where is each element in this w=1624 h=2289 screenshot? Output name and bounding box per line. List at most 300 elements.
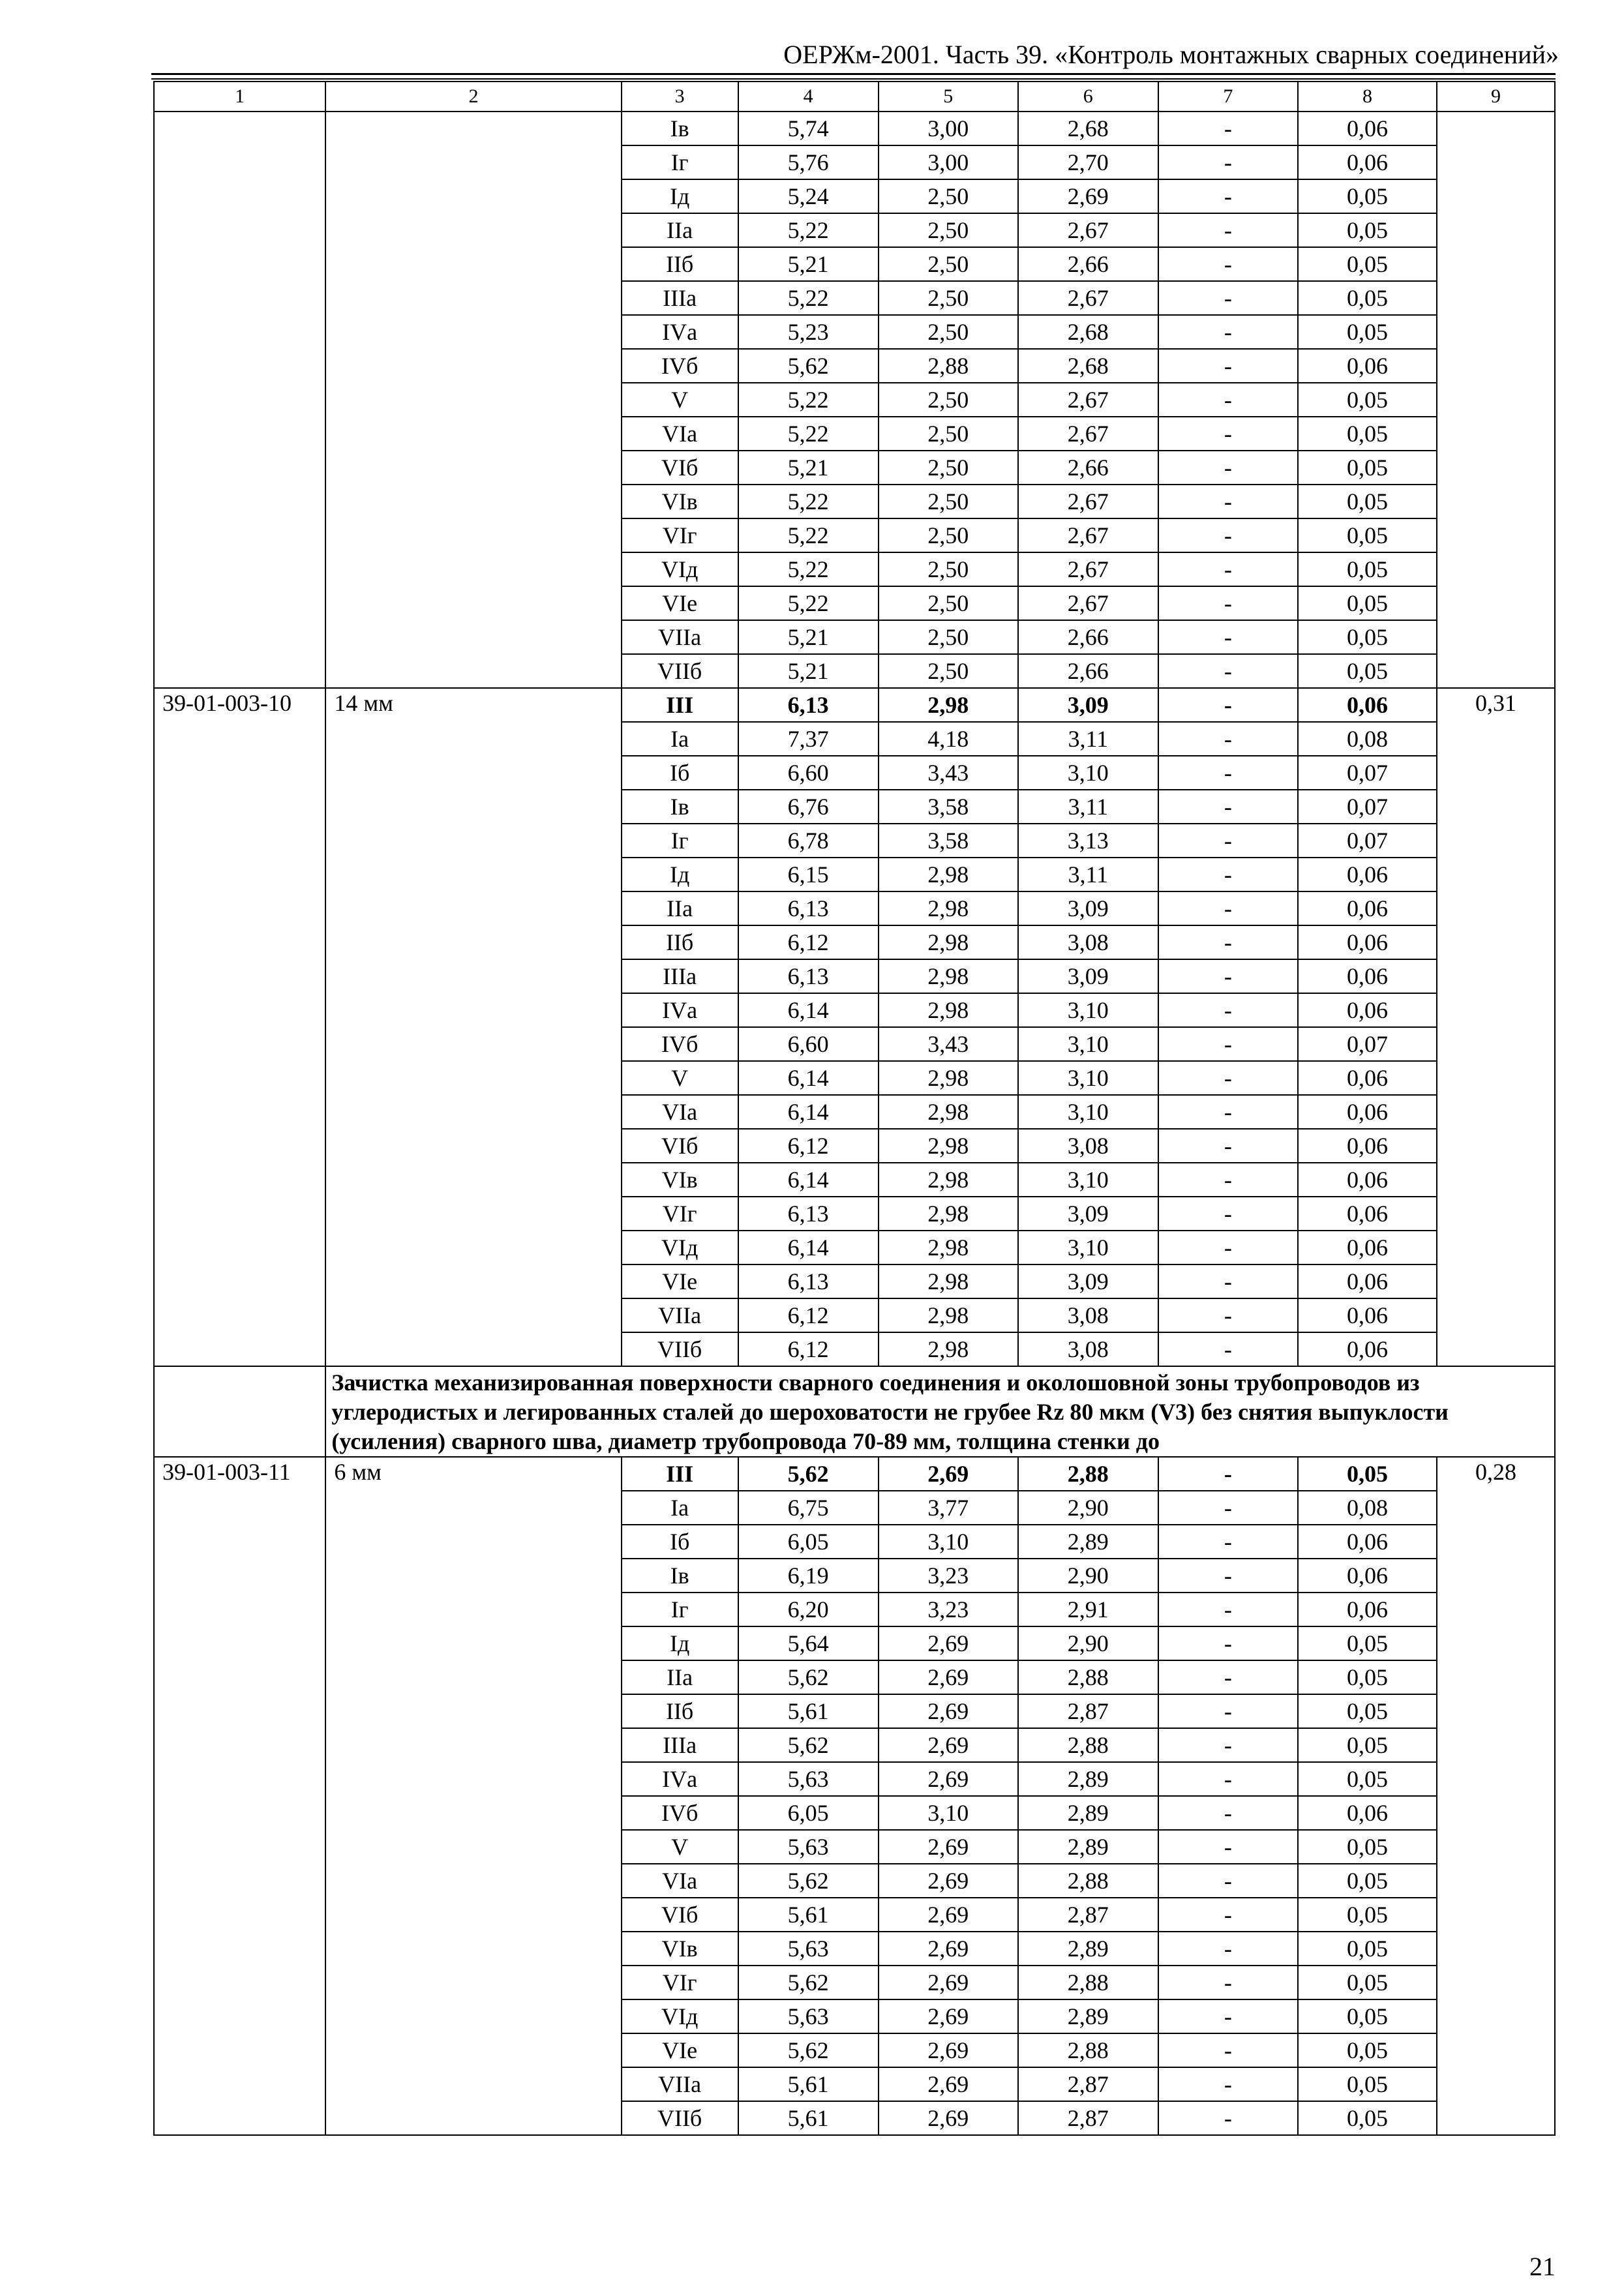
resource-category: VIб bbox=[622, 451, 738, 485]
machine-operation: 2,88 bbox=[1018, 1864, 1158, 1898]
rate-cell bbox=[1437, 451, 1555, 485]
table-row bbox=[154, 485, 1555, 518]
rate-cell bbox=[1437, 1061, 1555, 1095]
total-cost: 6,13 bbox=[738, 891, 879, 925]
labor-cost: 0,05 bbox=[1298, 1626, 1437, 1660]
table-row bbox=[154, 315, 1555, 349]
wages: 4,18 bbox=[879, 722, 1018, 756]
total-cost: 5,61 bbox=[738, 1898, 879, 1932]
code-cell bbox=[154, 756, 325, 790]
total-cost: 5,63 bbox=[738, 1830, 879, 1864]
code-cell bbox=[154, 1264, 325, 1298]
total-cost: 5,62 bbox=[738, 1966, 879, 1999]
labor-cost: 0,05 bbox=[1298, 451, 1437, 485]
labor-cost: 0,05 bbox=[1298, 1966, 1437, 1999]
rate-cell bbox=[1437, 993, 1555, 1027]
machine-operation: 2,89 bbox=[1018, 1796, 1158, 1830]
total-cost: 5,21 bbox=[738, 620, 879, 654]
labor-cost: 0,05 bbox=[1298, 1728, 1437, 1762]
wages: 2,69 bbox=[879, 2033, 1018, 2067]
machine-operation: 2,67 bbox=[1018, 213, 1158, 247]
machinist-wages: - bbox=[1158, 1231, 1298, 1264]
machine-operation: 3,10 bbox=[1018, 1027, 1158, 1061]
machinist-wages: - bbox=[1158, 858, 1298, 891]
rate-cell bbox=[1437, 213, 1555, 247]
resource-category: Iа bbox=[622, 1491, 738, 1525]
total-cost: 5,24 bbox=[738, 179, 879, 213]
resource-category: VIг bbox=[622, 518, 738, 552]
wages: 2,69 bbox=[879, 1626, 1018, 1660]
machinist-wages: - bbox=[1158, 993, 1298, 1027]
code-cell bbox=[154, 1728, 325, 1762]
rate-cell bbox=[1437, 654, 1555, 688]
resource-category: Iв bbox=[622, 112, 738, 145]
resource-category: VIIб bbox=[622, 654, 738, 688]
thickness-cell bbox=[325, 179, 621, 213]
total-cost: 5,62 bbox=[738, 349, 879, 383]
thickness-cell bbox=[325, 824, 621, 858]
machine-operation: 2,87 bbox=[1018, 1694, 1158, 1728]
labor-cost: 0,05 bbox=[1298, 1898, 1437, 1932]
thickness-cell bbox=[325, 959, 621, 993]
machine-operation: 2,66 bbox=[1018, 451, 1158, 485]
code-cell bbox=[154, 586, 325, 620]
labor-cost: 0,06 bbox=[1298, 1593, 1437, 1626]
resource-category: Iд bbox=[622, 179, 738, 213]
labor-cost: 0,06 bbox=[1298, 1231, 1437, 1264]
thickness-cell bbox=[325, 790, 621, 824]
thickness-cell bbox=[325, 1525, 621, 1559]
rate-cell bbox=[1437, 2067, 1555, 2101]
rate-cell bbox=[1437, 1830, 1555, 1864]
labor-cost: 0,05 bbox=[1298, 1830, 1437, 1864]
machine-operation: 2,88 bbox=[1018, 1728, 1158, 1762]
thickness-cell bbox=[325, 1559, 621, 1593]
rate-cell bbox=[1437, 1095, 1555, 1129]
page-number: 21 bbox=[1529, 2252, 1556, 2281]
labor-cost: 0,06 bbox=[1298, 1525, 1437, 1559]
labor-cost: 0,05 bbox=[1298, 654, 1437, 688]
machine-operation: 2,66 bbox=[1018, 247, 1158, 281]
rate-cell bbox=[1437, 1626, 1555, 1660]
resource-category: VIб bbox=[622, 1129, 738, 1163]
machinist-wages: - bbox=[1158, 1762, 1298, 1796]
code-cell bbox=[154, 552, 325, 586]
machinist-wages: - bbox=[1158, 824, 1298, 858]
wages: 2,69 bbox=[879, 1999, 1018, 2033]
table-row bbox=[154, 1332, 1555, 1366]
column-number: 2 bbox=[325, 82, 621, 112]
table-row bbox=[154, 1932, 1555, 1966]
total-cost: 5,22 bbox=[738, 417, 879, 451]
machinist-wages: - bbox=[1158, 179, 1298, 213]
wages: 2,69 bbox=[879, 1694, 1018, 1728]
rate-cell bbox=[1437, 790, 1555, 824]
table-row bbox=[154, 654, 1555, 688]
rate-cell bbox=[1437, 1694, 1555, 1728]
resource-category: VIа bbox=[622, 417, 738, 451]
thickness-cell bbox=[325, 2033, 621, 2067]
thickness-cell bbox=[325, 1197, 621, 1231]
code-cell bbox=[154, 891, 325, 925]
rate-cell bbox=[1437, 1932, 1555, 1966]
resource-category: IIб bbox=[622, 247, 738, 281]
code-cell bbox=[154, 179, 325, 213]
machine-operation: 2,67 bbox=[1018, 552, 1158, 586]
resource-category: IVа bbox=[622, 315, 738, 349]
machine-operation: 2,89 bbox=[1018, 1762, 1158, 1796]
total-cost: 6,12 bbox=[738, 1332, 879, 1366]
resource-category: IIб bbox=[622, 1694, 738, 1728]
table-row bbox=[154, 620, 1555, 654]
code-cell bbox=[154, 451, 325, 485]
code-cell bbox=[154, 417, 325, 451]
rate-cell bbox=[1437, 2033, 1555, 2067]
table-row bbox=[154, 959, 1555, 993]
rate-cell bbox=[1437, 145, 1555, 179]
labor-cost: 0,05 bbox=[1298, 417, 1437, 451]
wages: 2,69 bbox=[879, 1864, 1018, 1898]
rate-cell bbox=[1437, 586, 1555, 620]
wages: 2,50 bbox=[879, 417, 1018, 451]
wages: 2,98 bbox=[879, 1298, 1018, 1332]
rate-cell bbox=[1437, 620, 1555, 654]
resource-category: Iг bbox=[622, 1593, 738, 1626]
code-cell bbox=[154, 112, 325, 145]
machinist-wages: - bbox=[1158, 2101, 1298, 2135]
machinist-wages: - bbox=[1158, 213, 1298, 247]
machine-operation: 3,10 bbox=[1018, 1061, 1158, 1095]
rate-cell bbox=[1437, 1898, 1555, 1932]
labor-cost: 0,05 bbox=[1298, 586, 1437, 620]
wages: 2,50 bbox=[879, 281, 1018, 315]
machinist-wages: - bbox=[1158, 281, 1298, 315]
wages: 2,50 bbox=[879, 620, 1018, 654]
total-cost: 6,60 bbox=[738, 1027, 879, 1061]
total-cost: 5,61 bbox=[738, 2101, 879, 2135]
column-number: 5 bbox=[879, 82, 1018, 112]
machine-operation: 3,09 bbox=[1018, 1264, 1158, 1298]
table-row bbox=[154, 179, 1555, 213]
code-cell bbox=[154, 1898, 325, 1932]
rate-cell bbox=[1437, 891, 1555, 925]
labor-cost: 0,06 bbox=[1298, 1332, 1437, 1366]
machinist-wages: - bbox=[1158, 586, 1298, 620]
labor-cost: 0,05 bbox=[1298, 485, 1437, 518]
total-cost: 5,63 bbox=[738, 1932, 879, 1966]
wages: 2,98 bbox=[879, 925, 1018, 959]
code-cell bbox=[154, 1932, 325, 1966]
rate-cell bbox=[1437, 518, 1555, 552]
resource-category: IIа bbox=[622, 891, 738, 925]
total-cost: 6,13 bbox=[738, 1197, 879, 1231]
code-cell bbox=[154, 790, 325, 824]
wages: 2,69 bbox=[879, 1762, 1018, 1796]
resource-category: VIе bbox=[622, 2033, 738, 2067]
machinist-wages: - bbox=[1158, 417, 1298, 451]
labor-cost: 0,06 bbox=[1298, 688, 1437, 722]
thickness-cell bbox=[325, 485, 621, 518]
labor-cost: 0,05 bbox=[1298, 1660, 1437, 1694]
rate-cell bbox=[1437, 1796, 1555, 1830]
thickness-cell bbox=[325, 858, 621, 891]
machine-operation: 2,69 bbox=[1018, 179, 1158, 213]
rate-cell bbox=[1437, 1129, 1555, 1163]
machinist-wages: - bbox=[1158, 383, 1298, 417]
rate-cell bbox=[1437, 247, 1555, 281]
running-header: ОЕРЖм-2001. Часть 39. «Контроль монтажных сварных соединений» bbox=[783, 40, 1559, 69]
thickness-cell bbox=[325, 620, 621, 654]
wages: 3,00 bbox=[879, 112, 1018, 145]
total-cost: 6,12 bbox=[738, 925, 879, 959]
total-cost: 5,62 bbox=[738, 1660, 879, 1694]
code-cell bbox=[154, 1231, 325, 1264]
machinist-wages: - bbox=[1158, 1830, 1298, 1864]
wages: 2,50 bbox=[879, 213, 1018, 247]
thickness-cell bbox=[325, 1660, 621, 1694]
total-cost: 5,22 bbox=[738, 518, 879, 552]
machine-operation: 2,89 bbox=[1018, 1830, 1158, 1864]
wages: 2,50 bbox=[879, 315, 1018, 349]
machine-operation: 2,67 bbox=[1018, 518, 1158, 552]
machinist-wages: - bbox=[1158, 1660, 1298, 1694]
section-title: Зачистка механизированная поверхности сварного соединения и околошовной зоны трубопроводов из углеродистых и легированных сталей до шероховатости не грубее Rz 80 мкм (V3) без снятия выпуклости (усиления) сварного шва, диаметр трубопровода 70-89 мм, толщина стенки до bbox=[325, 1366, 1555, 1457]
machine-operation: 2,68 bbox=[1018, 349, 1158, 383]
thickness-cell bbox=[325, 1298, 621, 1332]
labor-cost: 0,05 bbox=[1298, 2033, 1437, 2067]
rates-table bbox=[153, 81, 1556, 2136]
code-cell bbox=[154, 1559, 325, 1593]
resource-category: VIв bbox=[622, 1932, 738, 1966]
resource-category: VIв bbox=[622, 1163, 738, 1197]
machinist-wages: - bbox=[1158, 925, 1298, 959]
machinist-wages: - bbox=[1158, 1095, 1298, 1129]
machinist-wages: - bbox=[1158, 688, 1298, 722]
machine-operation: 2,91 bbox=[1018, 1593, 1158, 1626]
thickness-cell bbox=[325, 247, 621, 281]
thickness-cell bbox=[325, 993, 621, 1027]
wages: 2,50 bbox=[879, 383, 1018, 417]
code-cell bbox=[154, 2101, 325, 2135]
table-row bbox=[154, 1491, 1555, 1525]
rate-cell bbox=[1437, 722, 1555, 756]
table-row bbox=[154, 1061, 1555, 1095]
labor-cost: 0,06 bbox=[1298, 1163, 1437, 1197]
table-row bbox=[154, 756, 1555, 790]
total-cost: 5,21 bbox=[738, 451, 879, 485]
machinist-wages: - bbox=[1158, 1626, 1298, 1660]
rate-cell bbox=[1437, 1332, 1555, 1366]
machinist-wages: - bbox=[1158, 959, 1298, 993]
machine-operation: 3,09 bbox=[1018, 891, 1158, 925]
rate-cell bbox=[1437, 1264, 1555, 1298]
thickness-cell bbox=[325, 281, 621, 315]
thickness-cell bbox=[325, 756, 621, 790]
rate-cell bbox=[1437, 315, 1555, 349]
labor-cost: 0,06 bbox=[1298, 1264, 1437, 1298]
machinist-wages: - bbox=[1158, 451, 1298, 485]
code-cell bbox=[154, 654, 325, 688]
machine-operation: 3,09 bbox=[1018, 688, 1158, 722]
machine-operation: 3,10 bbox=[1018, 1163, 1158, 1197]
total-cost: 5,22 bbox=[738, 383, 879, 417]
code-cell bbox=[154, 1762, 325, 1796]
machinist-wages: - bbox=[1158, 1129, 1298, 1163]
rate-cell bbox=[1437, 756, 1555, 790]
rate-cell: 0,28 bbox=[1437, 1457, 1555, 1491]
column-number: 3 bbox=[622, 82, 738, 112]
labor-cost: 0,06 bbox=[1298, 959, 1437, 993]
rate-cell bbox=[1437, 179, 1555, 213]
total-cost: 5,22 bbox=[738, 552, 879, 586]
machine-operation: 2,68 bbox=[1018, 112, 1158, 145]
rate-cell bbox=[1437, 1298, 1555, 1332]
rate-cell bbox=[1437, 858, 1555, 891]
machine-operation: 2,87 bbox=[1018, 2067, 1158, 2101]
machine-operation: 2,87 bbox=[1018, 2101, 1158, 2135]
labor-cost: 0,05 bbox=[1298, 2101, 1437, 2135]
table-row bbox=[154, 1796, 1555, 1830]
thickness-cell bbox=[325, 518, 621, 552]
table-row bbox=[154, 451, 1555, 485]
code-cell bbox=[154, 349, 325, 383]
code-cell bbox=[154, 1061, 325, 1095]
machine-operation: 2,90 bbox=[1018, 1491, 1158, 1525]
wages: 3,00 bbox=[879, 145, 1018, 179]
total-cost: 5,22 bbox=[738, 281, 879, 315]
table-row bbox=[154, 417, 1555, 451]
table-row bbox=[154, 2101, 1555, 2135]
wages: 2,50 bbox=[879, 451, 1018, 485]
machinist-wages: - bbox=[1158, 1298, 1298, 1332]
machine-operation: 3,10 bbox=[1018, 756, 1158, 790]
machine-operation: 2,90 bbox=[1018, 1559, 1158, 1593]
total-cost: 6,14 bbox=[738, 993, 879, 1027]
total-cost: 5,22 bbox=[738, 213, 879, 247]
labor-cost: 0,07 bbox=[1298, 824, 1437, 858]
table-row bbox=[154, 1999, 1555, 2033]
wages: 2,88 bbox=[879, 349, 1018, 383]
labor-cost: 0,05 bbox=[1298, 1457, 1437, 1491]
machine-operation: 2,67 bbox=[1018, 383, 1158, 417]
machinist-wages: - bbox=[1158, 891, 1298, 925]
rate-cell bbox=[1437, 417, 1555, 451]
machine-operation: 3,08 bbox=[1018, 1129, 1158, 1163]
labor-cost: 0,05 bbox=[1298, 1932, 1437, 1966]
table-row bbox=[154, 383, 1555, 417]
column-number: 9 bbox=[1437, 82, 1555, 112]
rate-cell bbox=[1437, 1660, 1555, 1694]
code-cell bbox=[154, 1163, 325, 1197]
machinist-wages: - bbox=[1158, 1694, 1298, 1728]
wages: 2,50 bbox=[879, 247, 1018, 281]
machinist-wages: - bbox=[1158, 1796, 1298, 1830]
table-row bbox=[154, 213, 1555, 247]
machinist-wages: - bbox=[1158, 1593, 1298, 1626]
wages: 3,23 bbox=[879, 1593, 1018, 1626]
table-row bbox=[154, 281, 1555, 315]
thickness-cell bbox=[325, 1932, 621, 1966]
resource-category: VIд bbox=[622, 552, 738, 586]
wages: 2,69 bbox=[879, 2101, 1018, 2135]
rate-cell bbox=[1437, 1999, 1555, 2033]
resource-category: IIIа bbox=[622, 959, 738, 993]
machinist-wages: - bbox=[1158, 1966, 1298, 1999]
machinist-wages: - bbox=[1158, 552, 1298, 586]
thickness-cell bbox=[325, 654, 621, 688]
thickness-cell bbox=[325, 1061, 621, 1095]
resource-category: Iв bbox=[622, 790, 738, 824]
wages: 2,98 bbox=[879, 1061, 1018, 1095]
wages: 2,98 bbox=[879, 1264, 1018, 1298]
total-cost: 6,60 bbox=[738, 756, 879, 790]
machinist-wages: - bbox=[1158, 349, 1298, 383]
code-cell bbox=[154, 858, 325, 891]
code-cell bbox=[154, 1796, 325, 1830]
labor-cost: 0,05 bbox=[1298, 518, 1437, 552]
rate-cell bbox=[1437, 1762, 1555, 1796]
machine-operation: 2,88 bbox=[1018, 1966, 1158, 1999]
machine-operation: 3,10 bbox=[1018, 993, 1158, 1027]
resource-category: III bbox=[622, 688, 738, 722]
table-row bbox=[154, 1660, 1555, 1694]
thickness-cell bbox=[325, 586, 621, 620]
resource-category: VIв bbox=[622, 485, 738, 518]
thickness-cell bbox=[325, 925, 621, 959]
total-cost: 6,76 bbox=[738, 790, 879, 824]
thickness-cell bbox=[325, 1163, 621, 1197]
rate-cell bbox=[1437, 1491, 1555, 1525]
thickness-cell bbox=[325, 417, 621, 451]
rate-cell bbox=[1437, 1525, 1555, 1559]
machine-operation: 2,90 bbox=[1018, 1626, 1158, 1660]
thickness-cell bbox=[325, 1027, 621, 1061]
table-row bbox=[154, 925, 1555, 959]
rate-cell bbox=[1437, 1231, 1555, 1264]
code-cell bbox=[154, 1694, 325, 1728]
resource-category: VIд bbox=[622, 1231, 738, 1264]
table-row bbox=[154, 145, 1555, 179]
machine-operation: 2,89 bbox=[1018, 1999, 1158, 2033]
wages: 2,98 bbox=[879, 891, 1018, 925]
total-cost: 6,15 bbox=[738, 858, 879, 891]
table-row bbox=[154, 112, 1555, 145]
table-row bbox=[154, 2033, 1555, 2067]
code-cell bbox=[154, 2067, 325, 2101]
total-cost: 5,21 bbox=[738, 654, 879, 688]
total-cost: 6,14 bbox=[738, 1061, 879, 1095]
total-cost: 7,37 bbox=[738, 722, 879, 756]
labor-cost: 0,06 bbox=[1298, 1197, 1437, 1231]
code-cell bbox=[154, 959, 325, 993]
rate-cell bbox=[1437, 2101, 1555, 2135]
table-row bbox=[154, 1762, 1555, 1796]
table-row bbox=[154, 688, 1555, 722]
wages: 3,10 bbox=[879, 1525, 1018, 1559]
machinist-wages: - bbox=[1158, 1163, 1298, 1197]
machinist-wages: - bbox=[1158, 722, 1298, 756]
wages: 2,69 bbox=[879, 1898, 1018, 1932]
labor-cost: 0,05 bbox=[1298, 1762, 1437, 1796]
wages: 2,69 bbox=[879, 1932, 1018, 1966]
table-row bbox=[154, 247, 1555, 281]
wages: 2,98 bbox=[879, 1129, 1018, 1163]
thickness-cell bbox=[325, 1491, 621, 1525]
thickness-cell bbox=[325, 1966, 621, 1999]
code-cell bbox=[154, 1332, 325, 1366]
thickness-cell bbox=[325, 451, 621, 485]
code-cell bbox=[154, 247, 325, 281]
